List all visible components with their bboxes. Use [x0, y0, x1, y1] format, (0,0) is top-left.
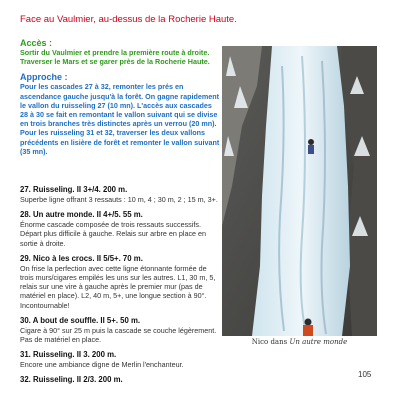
route-title: 30. A bout de souffle. II 5+. 50 m. [20, 315, 141, 325]
route-item [20, 316, 220, 344]
route-item [20, 350, 220, 369]
route-item [20, 185, 220, 204]
route-item [20, 375, 220, 385]
route-description: Cigare à 90° sur 25 m puis la cascade se couche légèrement. Pas de matériel en place. [20, 325, 217, 345]
route-item [20, 254, 220, 310]
page-number: 105 [358, 370, 372, 379]
route-description: On frise la perfection avec cette ligne étonnante formée de trois murs/cigares empilés les uns sur les autres. L1, 30 m, 5, relais sur une vire à gauche après le premier mur (pas de matériel en place). L2, 40 m, 5+, une longue section à 90°. Incontournable! [20, 263, 216, 310]
route-title: 31. Ruisseling. II 3. 200 m. [20, 350, 117, 360]
frozen-waterfall-illustration [222, 46, 377, 336]
route-title: 32. Ruisseling. II 2/3. 200 m. [20, 375, 123, 385]
route-description: Superbe ligne offrant 3 ressauts : 10 m, 4 ; 30 m, 2 ; 15 m, 3+. [20, 195, 218, 204]
approche-text: Pour les cascades 27 à 32, remonter les prés en ascendance gauche jusqu'à la forêt. On gagne rapidement le vallon du ruisseling 27 (10 mn). L'accès aux cascades 28 à 30 se fait en remontant le vallon suivant qui se divise en trois branches très distinctes après un verrou (20 mn). Pour les ruisseling 31 et 32, traverser les deux vallons précédents en lisière de forêt et remonter le vallon suivant (35 mn). [20, 82, 220, 156]
intro-line: Face au Vaulmier, au-dessus de la Rocherie Haute. [20, 14, 237, 25]
acces-title: Accès : [20, 38, 53, 48]
route-title: 27. Ruisseling. II 3+/4. 200 m. [20, 185, 128, 194]
route-item [20, 210, 220, 248]
caption-prefix: Nico dans [251, 338, 290, 346]
route-description: Énorme cascade composée de trois ressauts successifs. Départ plus difficile à gauche. Relais sur arbre en place en sortie à droite. [20, 220, 207, 248]
access-approach-column [20, 34, 220, 156]
route-description: Encore une ambiance digne de Merlin l'enchanteur. [20, 360, 184, 370]
photo-caption [222, 338, 377, 346]
ice-climbing-photo [222, 46, 377, 336]
route-title: 29. Nico à les crocs. II 5/5+. 70 m. [20, 253, 143, 263]
routes-list [20, 185, 220, 391]
acces-text: Sortir du Vaulmier et prendre la première route à droite. Traverser le Mars et se garer près de la Rocherie Haute. [20, 48, 210, 67]
approche-title: Approche : [20, 72, 68, 83]
route-title: 28. Un autre monde. II 4+/5. 55 m. [20, 210, 143, 220]
caption-route-name: Un autre monde [289, 338, 348, 346]
